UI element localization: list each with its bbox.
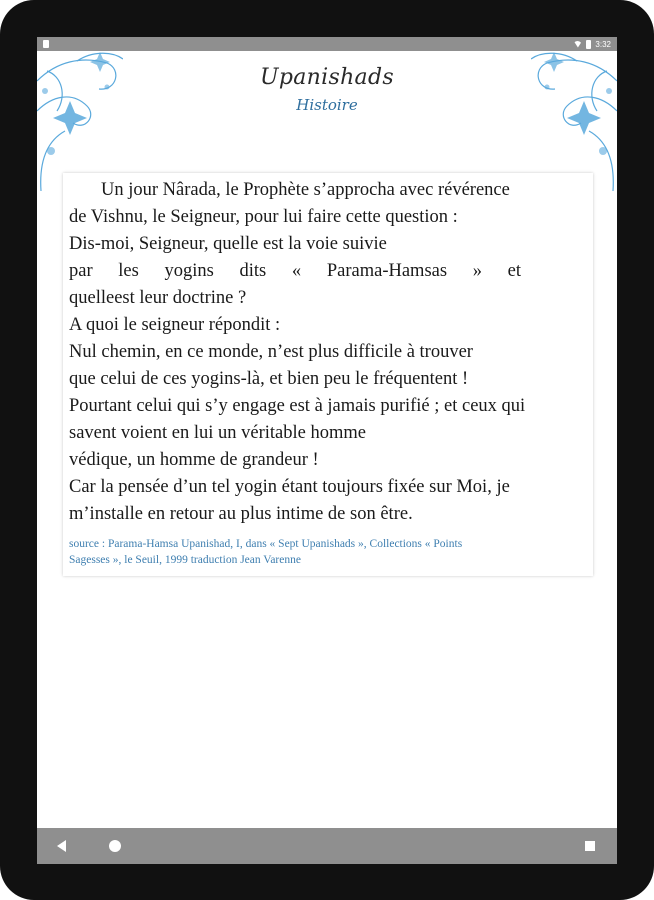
wifi-icon xyxy=(573,41,582,48)
passage-text xyxy=(69,177,587,528)
passage-line: védique, un homme de grandeur ! xyxy=(69,450,319,470)
source-line: Sagesses », le Seuil, 1999 traduction Jean Varenne xyxy=(69,554,301,566)
home-icon[interactable] xyxy=(109,840,121,852)
text-card xyxy=(63,173,593,576)
passage-line: Pourtant celui qui s’y engage est à jamais purifié ; et ceux qui xyxy=(69,396,526,416)
passage-line: A quoi le seigneur répondit : xyxy=(69,315,281,335)
page-title: Upanishads xyxy=(260,65,394,90)
passage-line: savent voient en lui un véritable homme xyxy=(69,423,366,443)
screen xyxy=(37,37,617,864)
recents-icon[interactable] xyxy=(585,841,595,851)
header xyxy=(37,65,617,114)
passage-line: Un jour Nârada, le Prophète s’approcha avec révérence xyxy=(101,180,510,200)
back-icon[interactable] xyxy=(57,840,66,852)
status-time: 3:32 xyxy=(595,39,611,49)
page-subtitle: Histoire xyxy=(296,96,358,114)
battery-icon xyxy=(586,40,591,49)
passage-line: que celui de ces yogins-là, et bien peu le fréquentent ! xyxy=(69,369,469,389)
passage-line: de Vishnu, le Seigneur, pour lui faire cette question : xyxy=(69,207,458,227)
passage-line: quelleest leur doctrine ? xyxy=(69,288,247,308)
status-icons xyxy=(573,38,611,50)
passage-line: Dis-moi, Seigneur, quelle est la voie suivie xyxy=(69,234,387,254)
passage-line: Car la pensée d’un tel yogin étant toujours fixée sur Moi, je xyxy=(69,477,510,497)
passage-line: par les yogins dits « Parama-Hamsas » et xyxy=(69,261,521,281)
source-citation xyxy=(69,536,587,568)
navigation-bar xyxy=(37,828,617,864)
notification-icon xyxy=(43,40,49,48)
source-line: source : Parama-Hamsa Upanishad, I, dans « Sept Upanishads », Collections « Points xyxy=(69,538,463,550)
passage-line: m’installe en retour au plus intime de son être. xyxy=(69,504,413,524)
status-bar xyxy=(37,37,617,51)
passage-line: Nul chemin, en ce monde, n’est plus difficile à trouver xyxy=(69,342,473,362)
